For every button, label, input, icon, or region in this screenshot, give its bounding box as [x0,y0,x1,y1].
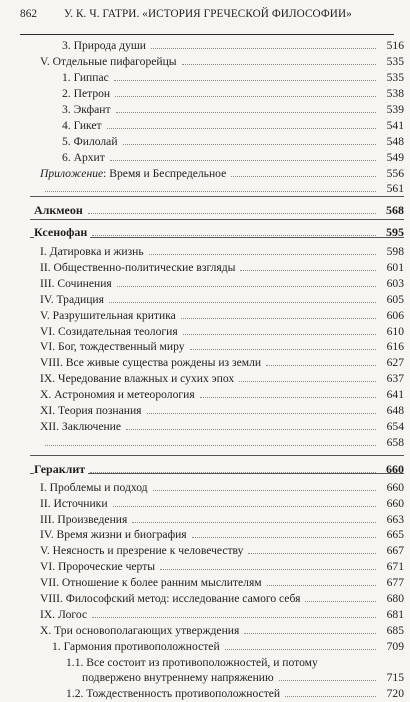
toc-entry [40,291,404,308]
dot-leader [190,349,376,350]
dot-leader [110,160,376,161]
toc-page-number: 641 [386,388,404,401]
dot-leader [285,696,376,697]
dot-leader [279,680,376,681]
dot-leader [160,569,376,570]
toc-page-number: 660 [386,462,404,476]
toc-page-number: 663 [386,513,404,526]
toc-page-number: 568 [386,203,404,217]
toc-entry [40,149,404,166]
toc-entry [40,542,404,559]
toc-page-number: 709 [386,640,404,653]
dot-leader [45,445,376,446]
toc-entry-label: Гераклит [34,461,88,478]
dot-leader [90,472,376,473]
toc-page-number: 681 [386,608,404,621]
toc-entry-label: 3. Природа души [62,37,149,54]
toc-page-number: 677 [386,576,404,589]
dot-leader [248,553,376,554]
toc-page-number: 660 [386,497,404,510]
dot-leader [92,617,376,618]
toc-page-number: 660 [386,481,404,494]
dot-leader [126,429,376,430]
toc-section-heading [34,461,404,478]
dot-leader [107,128,376,129]
toc-page-number: 680 [386,592,404,605]
toc-page-number: 658 [386,436,404,449]
toc-entry [40,574,404,591]
toc-entry-label: подвержено внутреннему напряжению [82,669,277,686]
toc-page-number: 665 [386,528,404,541]
toc-entry-label-rest: : Время и Беспредельное [103,167,227,180]
dot-leader [192,537,376,538]
toc-entry-label: 1. Гармония противоположностей [52,638,223,655]
toc-entry [40,685,404,702]
toc-entry-label: VI. Бог, тождественный миру [40,338,188,355]
toc-page-number: 548 [386,135,404,148]
dot-leader [266,365,376,366]
toc-entry-label: 6. Архит [62,149,108,166]
toc-entry-label: VII. Отношение к более ранним мыслителям [40,574,265,591]
dot-leader [244,633,376,634]
toc-entry-label: I. Проблемы и подход [40,479,151,496]
dot-leader [45,191,376,192]
toc-page-number: 605 [386,293,404,306]
toc-entry [40,117,404,134]
dot-leader [132,522,376,523]
dot-leader [88,213,376,214]
page-number: 862 [20,8,38,20]
toc-entry-label: 2. Петрон [62,85,113,102]
toc-page-number: 637 [386,372,404,385]
toc-entry-label: IX. Чередование влажных и сухих эпох [40,370,237,387]
section-divider [30,455,404,456]
toc-entry-label: X. Три основополагающих утверждения [40,622,242,639]
toc-entry [40,69,404,86]
toc-entry-label: 4. Гикет [62,117,105,134]
toc-page-number: 667 [386,544,404,557]
section-divider [30,219,404,220]
toc-page-number: 535 [386,71,404,84]
toc-entry [40,606,404,623]
toc-page-number: 549 [386,151,404,164]
toc-entry-label-italic: Приложение [40,167,104,180]
dot-leader [149,254,376,255]
toc-page-number: 538 [386,87,404,100]
running-title: У. К. Ч. ГАТРИ. «ИСТОРИЯ ГРЕЧЕСКОЙ ФИЛОСОФИИ» [64,8,352,20]
toc-page-number: 616 [386,340,404,353]
toc-page-number: 654 [386,420,404,433]
toc-entry [40,669,404,686]
toc-entry-label: IX. Логос [40,606,90,623]
toc-page-number: 598 [386,245,404,258]
dot-leader [267,585,376,586]
toc-entry-label: 1.2. Тождественность противоположностей [66,685,283,702]
header-rule [20,34,394,35]
dot-leader [113,506,376,507]
toc-page-number: 541 [386,119,404,132]
toc-page-number: 671 [386,560,404,573]
dot-leader [200,397,376,398]
toc-page-number: 627 [386,356,404,369]
toc-entry-label: I. Датировка и жизнь [40,243,147,260]
toc-entry-label: VIII. Все живые существа рождены из земли [40,354,264,371]
toc-section-heading [34,224,404,241]
toc-page-number: 535 [386,55,404,68]
toc-entry-label: IV. Время жизни и биография [40,526,190,543]
toc-entry-label: V. Отдельные пифагорейцы [40,53,180,70]
toc-entry [40,101,404,118]
toc-page-number: 720 [386,687,404,700]
toc-entry-label: 1.1. Все состоит из противоположностей, и потому [66,654,321,671]
toc-entry-label: III. Сочинения [40,275,115,292]
toc-entry-label: XI. Теория познания [40,402,145,419]
dot-leader [117,286,376,287]
toc-entry-label: VI. Созидательная теология [40,323,181,340]
dot-leader [305,601,376,602]
toc-page-number: 516 [386,39,404,52]
toc-section-heading [34,202,404,219]
toc-entry [40,354,404,371]
toc-entry [40,259,404,276]
toc-entry-label: IV. Традиция [40,291,107,308]
toc-entry [40,402,404,419]
toc-entry [40,37,404,54]
toc-entry [40,526,404,543]
toc-entry-label: 3. Экфант [62,101,114,118]
dot-leader [114,80,376,81]
toc-entry [40,53,404,70]
toc-entry [40,622,404,639]
dot-leader [182,64,376,65]
dot-leader [225,649,376,650]
toc-entry [40,495,404,512]
toc-entry-label: VI. Пророческие черты [40,558,158,575]
toc-page-number: 648 [386,404,404,417]
toc-entry [40,370,404,387]
toc-entry-label: 1. Гиппас [62,69,112,86]
toc-page-number: 715 [386,671,404,684]
toc-entry [40,243,404,260]
toc-entry-label: VIII. Философский метод: исследование самого себя [40,590,303,607]
toc-entry-label: II. Общественно-политические взгляды [40,259,238,276]
dot-leader [181,318,376,319]
toc-entry [40,133,404,150]
toc-entry [40,558,404,575]
toc-entry-label: X. Астрономия и метеорология [40,386,198,403]
page-header [20,8,394,20]
toc-page-number: 606 [386,309,404,322]
toc-entry [40,590,404,607]
dot-leader [109,302,376,303]
toc-page-number: 685 [386,624,404,637]
toc-entry-label: 5. Филолай [62,133,121,150]
toc-entry [40,275,404,292]
toc-page-number: 595 [386,225,404,239]
toc-entry [40,307,404,324]
toc-entry [40,434,404,451]
toc-page-number: 601 [386,261,404,274]
toc-page-number: 561 [386,182,404,195]
toc-entry-label: Алкмеон [34,202,86,219]
toc-entry [40,386,404,403]
toc-entry-label: V. Разрушительная критика [40,307,179,324]
dot-leader [231,176,376,177]
toc-page-number: 610 [386,325,404,338]
toc-entry [40,418,404,435]
toc-entry-label: Ксенофан [34,224,90,241]
toc-entry-label: III. Произведения [40,511,130,528]
toc-entry [40,638,404,655]
toc-entry [40,479,404,496]
dot-leader [147,413,376,414]
toc-entry [40,85,404,102]
dot-leader [239,381,376,382]
toc-entry-label: II. Источники [40,495,111,512]
dot-leader [115,96,376,97]
toc-entry [40,338,404,355]
toc-entry-label: V. Неясность и презрение к человечеству [40,542,246,559]
dot-leader [92,235,376,236]
dot-leader [151,48,376,49]
dot-leader [240,270,376,271]
dot-leader [183,334,376,335]
dot-leader [116,112,376,113]
toc-page-number: 556 [386,167,404,180]
toc-page-number: 603 [386,277,404,290]
toc-entry-label: XII. Заключение [40,418,124,435]
toc-entry [40,180,404,197]
dot-leader [153,490,376,491]
toc-page-number: 539 [386,103,404,116]
dot-leader [123,144,376,145]
